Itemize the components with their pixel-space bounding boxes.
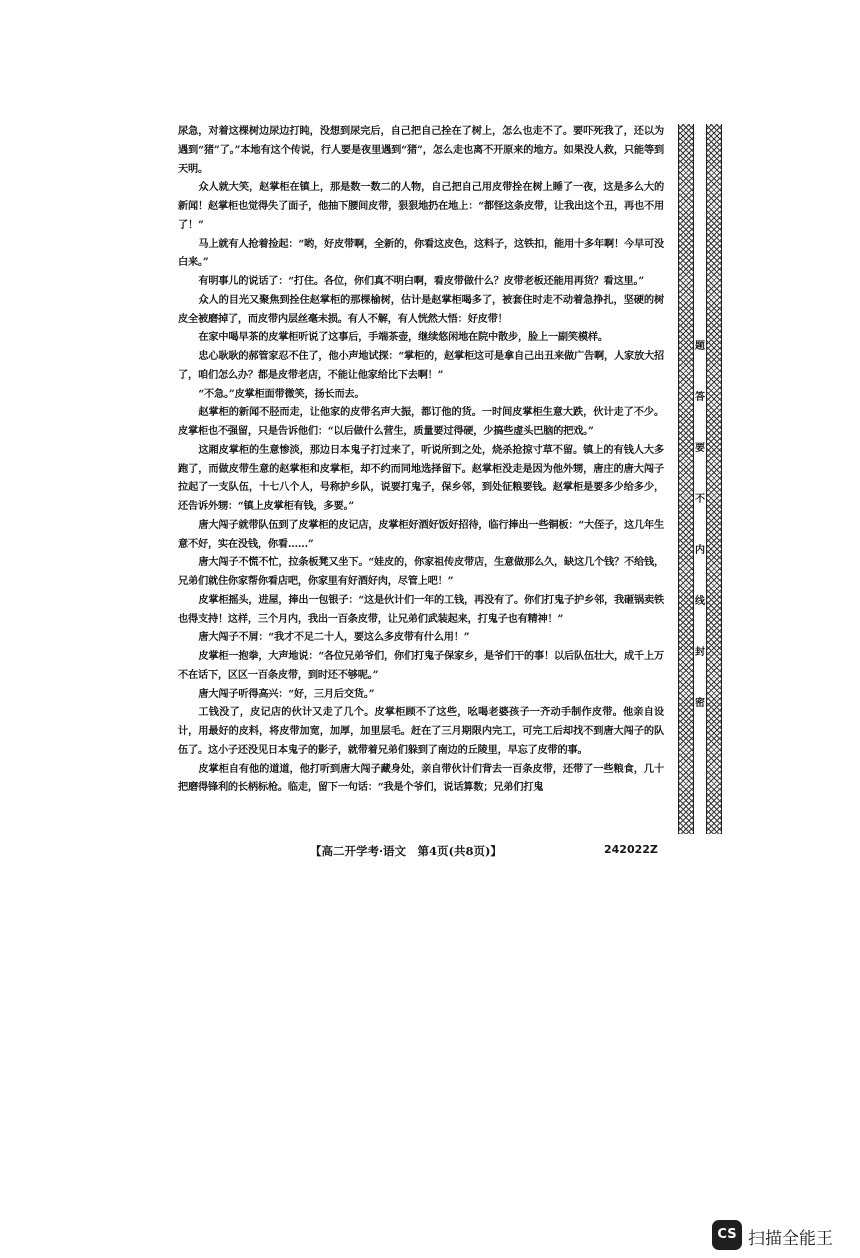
- article-paragraph: 马上就有人抢着捡起：“哟，好皮带啊，全新的，你看这皮色，这料子，这铁扣，能用十多年啊！今早可没白来。”: [178, 237, 664, 269]
- article-paragraph: 在家中喝早茶的皮掌柜听说了这事后，手端茶壶，继续悠闲地在院中散步，脸上一副笑模样。: [198, 331, 608, 344]
- article-paragraph: 皮掌柜一抱拳，大声地说：“各位兄弟爷们，你们打鬼子保家乡，是爷们干的事！以后队伍壮大，成千上万不在话下，区区一百条皮带，到时还不够呢。”: [178, 650, 664, 681]
- article-paragraph: “不急。”皮掌柜面带微笑，扬长而去。: [198, 387, 365, 400]
- article-paragraph: 唐大闯子听得高兴：“好，三月后交货。”: [198, 687, 375, 700]
- article-paragraph: 众人的目光又聚焦到拴住赵掌柜的那棵榆树，估计是赵掌柜喝多了，被套住时走不动着急挣扎，坚硬的树皮全被磨掉了，而皮带内层丝毫未损。有人不解，有人恍然大悟：好皮带！: [178, 293, 664, 325]
- article-paragraph: 唐大闯子不屑：“我才不足二十人，要这么多皮带有什么用！”: [198, 631, 470, 644]
- article-paragraph: 皮掌柜自有他的道道，他打听到唐大闯子藏身处，亲自带伙计们背去一百条皮带，还带了一些粮食，几十把磨得锋利的长柄标枪。临走，留下一句话：“我是个爷们，说话算数；兄弟们打鬼: [178, 762, 664, 794]
- binding-char: 线: [695, 596, 705, 607]
- binding-char: 内: [695, 545, 705, 556]
- binding-char: 不: [695, 494, 705, 505]
- article-text: [178, 122, 664, 827]
- article-paragraph: 唐大闯子不慌不忙，拉条板凳又坐下。“娃皮的，你家祖传皮带店，生意做那么久，缺这几个钱？不给钱，兄弟们就住你家帮你看店吧，你家里有好酒好肉，尽管上吧！”: [178, 556, 664, 587]
- binding-char: 封: [695, 647, 705, 658]
- article-paragraph: 这厢皮掌柜的生意惨淡，那边日本鬼子打过来了，听说所到之处，烧杀抢掠寸草不留。镇上的有钱人大多跑了，而做皮带生意的赵掌柜和皮掌柜，却不约而同地选择留下。赵掌柜没走是因为他外甥，唐庄的唐大闯子拉起了一支队伍，十七八个人，号称护乡队，说要打鬼子，保乡邻，到处征粮要钱。赵掌柜是要多少给多少，还告诉外甥：“镇上皮掌柜有钱，多要。”: [178, 443, 664, 512]
- binding-pattern-right: [706, 124, 722, 834]
- article-paragraph: 工钱没了，皮记店的伙计又走了几个。皮掌柜顾不了这些，吆喝老婆孩子一齐动手制作皮带。他亲自设计，用最好的皮料，将皮带加宽，加厚，加里层毛。赶在了三月期限内完工，可完工后却找不到唐大闯子的队伍了。这小子还没见日本鬼子的影子，就带着兄弟们躲到了南边的丘陵里，早忘了皮带的事。: [178, 706, 664, 756]
- binding-margin: [678, 124, 722, 834]
- scanner-watermark-text: 扫描全能王: [748, 1229, 833, 1249]
- binding-char: 题: [695, 341, 705, 352]
- article-paragraph: 有明事儿的说话了：“打住。各位，你们真不明白啊，看皮带做什么？皮带老板还能用再货？看这里。”: [198, 275, 645, 287]
- binding-char: 要: [695, 443, 705, 454]
- binding-char: 答: [695, 392, 705, 403]
- camscanner-logo: CS: [712, 1220, 742, 1250]
- binding-pattern-left: [678, 124, 694, 834]
- article-paragraph: 赵掌柜的新闻不胫而走，让他家的皮带名声大振，都订他的货。一时间皮掌柜生意大跌，伙计走了不少。皮掌柜也不强留，只是告诉他们：“以后做什么营生，质量要过得硬，少搞些虚头巴脑的把戏。”: [178, 406, 664, 437]
- binding-notice-box: [694, 334, 706, 709]
- article-paragraph: 唐大闯子就带队伍到了皮掌柜的皮记店，皮掌柜好酒好饭好招待，临行捧出一些铜板：“大侄子，这几年生意不好，实在没钱，你看……”: [178, 518, 664, 550]
- article-paragraph: 众人就大笑，赵掌柜在镇上，那是数一数二的人物，自己把自己用皮带拴在树上睡了一夜，这是多么大的新闻！赵掌柜也觉得失了面子，他抽下腰间皮带，狠狠地扔在地上：“都怪这条皮带，让我出这个丑，再也不用了！”: [178, 181, 664, 231]
- article-paragraph: 忠心耿耿的郝管家忍不住了，他小声地试探：“掌柜的，赵掌柜这可是拿自己出丑来做广告啊，人家放大招了，咱们怎么办？都是皮带老店，不能让他家给比下去啊！”: [178, 350, 664, 381]
- article-paragraph: 皮掌柜摇头，进屋，捧出一包银子：“这是伙计们一年的工钱，再没有了。你们打鬼子护乡邻，我砸锅卖铁也得支持！这样，三个月内，我出一百条皮带，让兄弟们武装起来，打鬼子也有精神！”: [178, 593, 664, 625]
- article-paragraph: 尿急，对着这棵树边尿边打盹，没想到尿完后，自己把自己拴在了树上，怎么也走不了。要吓死我了，还以为遇到“猪”了。”本地有这个传说，行人要是夜里遇到“猪”，怎么走也离不开原来的地方。如果没人救，只能等到天明。: [178, 125, 664, 175]
- page-footer-title: 【高二开学考·语文 第4页(共8页)】: [310, 844, 502, 858]
- binding-char: 密: [695, 698, 705, 709]
- binding-notice-chars: [694, 342, 706, 750]
- paper-code: 242022Z: [604, 843, 658, 856]
